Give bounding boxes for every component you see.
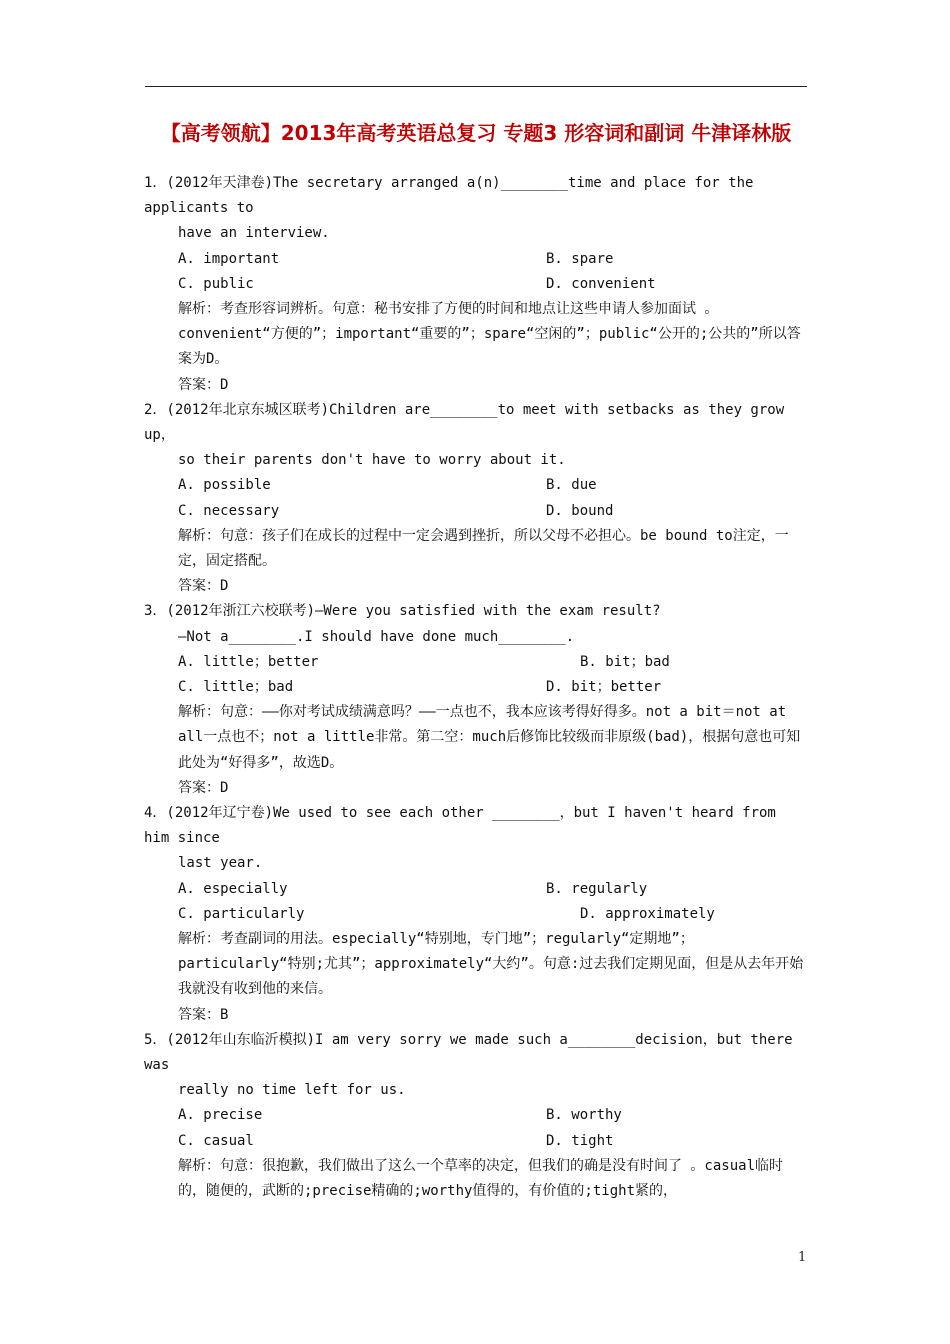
question-1-explanation: 解析：考查形容词辨析。句意：秘书安排了方便的时间和地点让这些申请人参加面试 。convenient“方便的”；important“重要的”；spare“空闲的”；public“公开的;公共的”所以答案为D。 — [178, 300, 801, 368]
question-2-option-c: C. necessary — [178, 502, 280, 519]
question-4-option-a: A. especially — [178, 880, 288, 897]
question-3-option-b: B. bit；bad — [580, 653, 670, 670]
question-3-options-row-2 — [144, 675, 808, 700]
question-1-option-d: D. convenient — [546, 275, 656, 292]
question-1-option-b: B. spare — [546, 250, 614, 267]
question-1-option-c: C. public — [178, 275, 254, 292]
question-2-options-row-1 — [144, 473, 808, 498]
question-5-option-d: D. tight — [546, 1132, 614, 1149]
question-5-cont: really no time left for us. — [178, 1082, 406, 1099]
question-1-answer: 答案：D — [178, 376, 229, 393]
question-4-answer: 答案：B — [178, 1006, 229, 1023]
document-title: 【高考领航】2013年高考英语总复习 专题3 形容词和副词 牛津译林版 — [160, 121, 792, 145]
question-3-answer: 答案：D — [178, 779, 229, 796]
question-4-options-row-2 — [144, 902, 808, 927]
page-number: 1 — [798, 1250, 807, 1265]
question-1-option-a: A. important — [178, 250, 280, 267]
question-4-stem: 4．(2012年辽宁卷)We used to see each other ________，but I haven't heard from him since — [144, 804, 785, 847]
question-5-stem: 5．(2012年山东临沂模拟)I am very sorry we made such a________decision，but there was — [144, 1031, 802, 1073]
question-2-option-a: A. possible — [178, 477, 271, 494]
question-4-option-c: C. particularly — [178, 905, 305, 922]
question-4-explanation: 解析：考查副词的用法。especially“特别地，专门地”；regularly“定期地”；particularly“特别;尤其”；approximately“大约”。句意:过去我们定期见面，但是从去年开始我就没有收到他的来信。 — [178, 930, 804, 998]
question-5-options-row-2 — [144, 1129, 808, 1154]
question-2-stem: 2．(2012年北京东城区联考)Children are________to meet with setbacks as they grow up， — [144, 401, 793, 443]
question-1-options-row-2 — [144, 272, 808, 297]
question-2-explanation: 解析：句意：孩子们在成长的过程中一定会遇到挫折，所以父母不必担心。be bound to注定，一定，固定搭配。 — [178, 527, 789, 569]
question-2-cont: so their parents don't have to worry about it. — [178, 452, 566, 469]
question-3-option-d: D. bit；better — [546, 678, 662, 695]
header-rule — [145, 86, 807, 87]
question-4-options-row-1 — [144, 877, 808, 902]
question-3-options-row-1 — [144, 650, 808, 675]
question-1-options-row-1 — [144, 247, 808, 272]
question-1-cont: have an interview. — [178, 225, 330, 242]
question-2-answer: 答案：D — [178, 578, 229, 595]
question-4-cont: last year. — [178, 855, 263, 872]
question-2-option-b: B. due — [546, 477, 597, 494]
question-3-cont: —Not a________.I should have done much________. — [178, 628, 575, 645]
question-5-option-a: A. precise — [178, 1107, 263, 1124]
document-body — [144, 171, 808, 1204]
question-5-option-b: B. worthy — [546, 1107, 622, 1124]
question-3-stem: 3．(2012年浙江六校联考)—Were you satisfied with the exam result? — [144, 603, 661, 620]
question-5-option-c: C. casual — [178, 1132, 254, 1149]
question-3-explanation: 解析：句意：——你对考试成绩满意吗？——一点也不，我本应该考得好得多。not a bit＝not at all一点也不；not a little非常。第二空：much后修饰比较级而非原级(bad)，根据句意也可知此处为“好得多”，故选D。 — [178, 704, 801, 771]
question-2-options-row-2 — [144, 499, 808, 524]
question-1-stem: 1．(2012年天津卷)The secretary arranged a(n)________time and place for the applicants to — [144, 175, 762, 217]
question-3-option-c: C. little；bad — [178, 678, 294, 695]
question-5-options-row-1 — [144, 1103, 808, 1128]
question-4-option-d: D. approximately — [580, 905, 715, 922]
question-3-option-a: A. little；better — [178, 653, 319, 670]
question-2-option-d: D. bound — [546, 502, 614, 519]
question-4-option-b: B. regularly — [546, 880, 648, 897]
question-5-explanation: 解析：句意：很抱歉，我们做出了这么一个草率的决定，但我们的确是没有时间了 。casual临时的，随便的，武断的;precise精确的;worthy值得的，有价值的;tight紧的， — [178, 1157, 783, 1199]
